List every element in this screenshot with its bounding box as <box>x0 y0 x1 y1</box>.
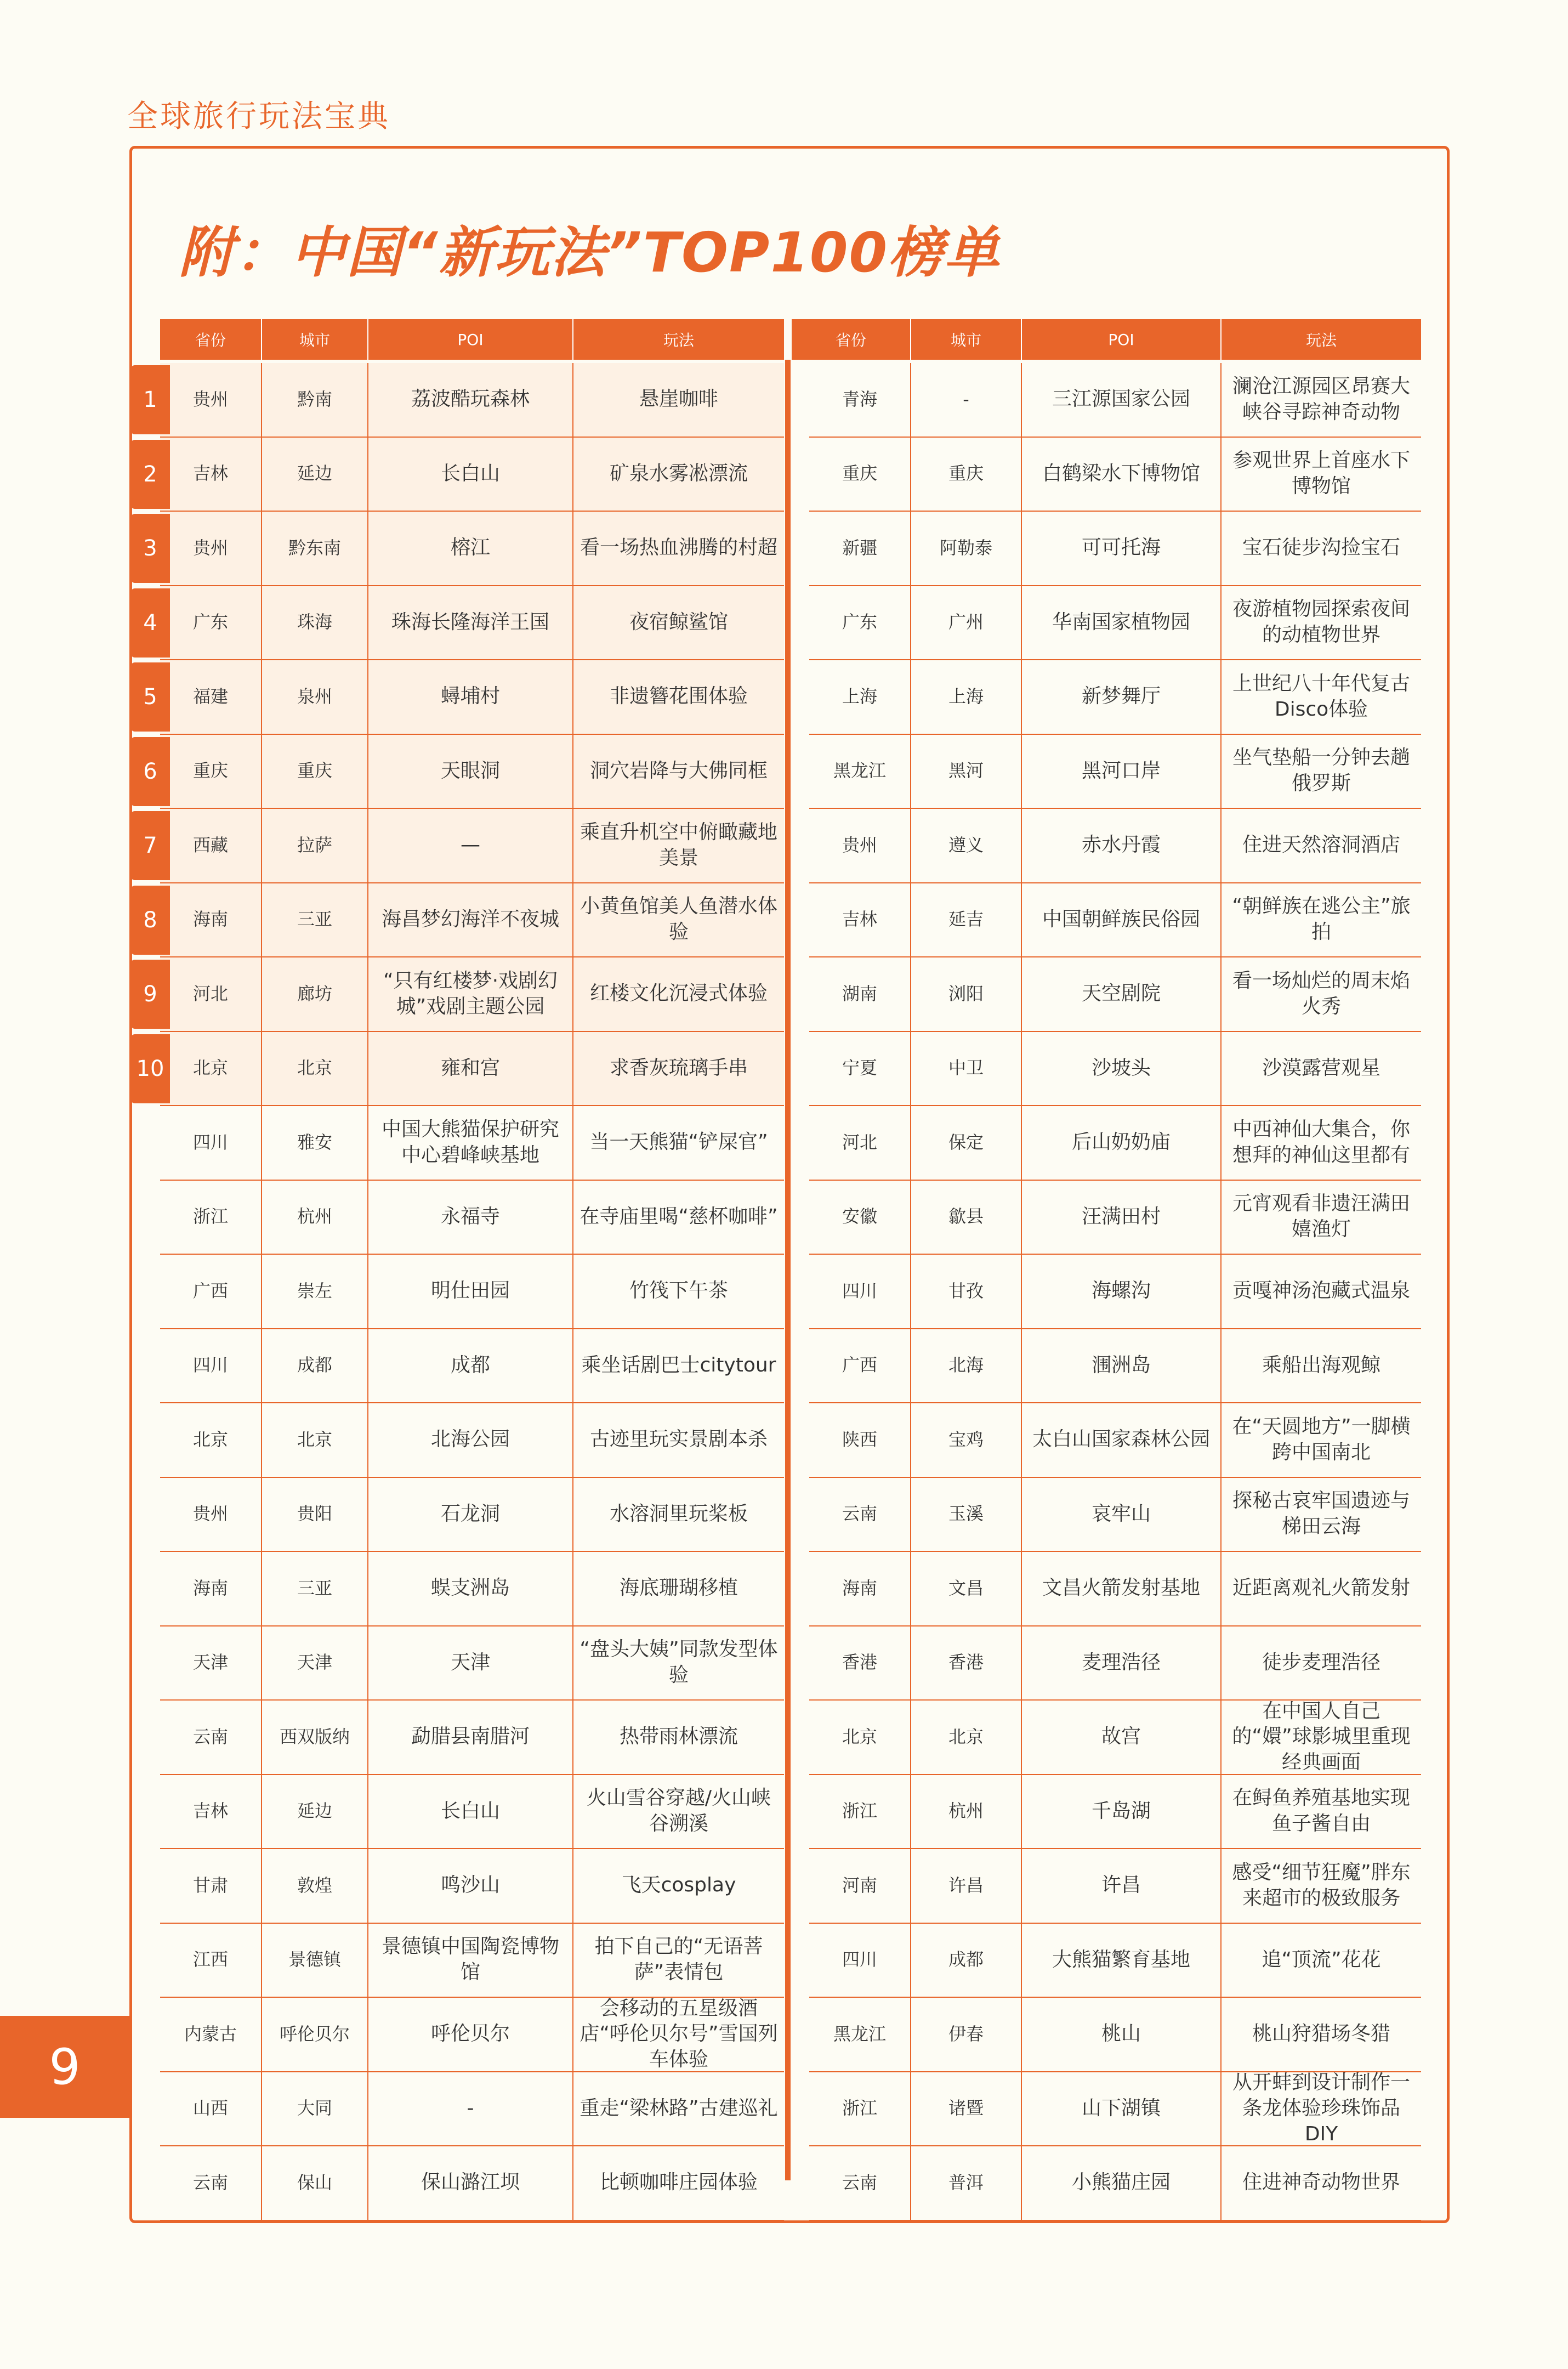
province-cell: 云南 <box>809 1478 911 1551</box>
header-province: 省份 <box>792 319 911 360</box>
play-cell: 比顿咖啡庄园体验 <box>599 2171 758 2194</box>
table-row <box>809 1106 1421 1181</box>
play-cell: 乘坐话剧巴士citytour <box>581 1353 776 1376</box>
province-cell: 广西 <box>809 1329 911 1403</box>
city-cell: 保定 <box>911 1106 1022 1180</box>
header-city: 城市 <box>911 319 1022 360</box>
table-row <box>809 660 1421 735</box>
city-cell: 杭州 <box>262 1181 368 1254</box>
poi-cell: 千岛湖 <box>1022 1775 1222 1849</box>
city-cell: 阿勒泰 <box>911 512 1022 585</box>
poi-cell: 呼伦贝尔 <box>368 1998 573 2071</box>
play-cell: 坐气垫船一分钟去趟俄罗斯 <box>1232 746 1410 795</box>
poi-cell: 蜈支洲岛 <box>368 1552 573 1625</box>
poi-cell: 榕江 <box>368 512 573 585</box>
city-cell: 雅安 <box>262 1106 368 1180</box>
table-row <box>160 1478 784 1552</box>
table-row <box>809 1849 1421 1924</box>
play-cell: 热带雨林漂流 <box>619 1725 738 1748</box>
table-row <box>809 2146 1421 2221</box>
table-row <box>809 1775 1421 1850</box>
table-row <box>809 438 1421 512</box>
play-cell: 矿泉水雾凇漂流 <box>609 462 748 485</box>
province-cell: 安徽 <box>809 1181 911 1254</box>
header-poi: POI <box>368 319 573 360</box>
rank-badge: 2 <box>130 440 170 509</box>
province-cell: 四川 <box>809 1924 911 1997</box>
rank-badge: 3 <box>130 514 170 583</box>
city-cell: 北京 <box>911 1701 1022 1774</box>
play-cell: 竹筏下午茶 <box>629 1279 728 1302</box>
city-cell: 北海 <box>911 1329 1022 1403</box>
poi-cell: 太白山国家森林公园 <box>1022 1403 1222 1477</box>
poi-cell: 鸣沙山 <box>368 1849 573 1923</box>
province-cell: 四川 <box>160 1106 262 1180</box>
province-cell: 贵州 <box>160 363 262 437</box>
table-row <box>160 809 784 883</box>
play-cell: 求香灰琉璃手串 <box>609 1056 748 1079</box>
table-row <box>809 957 1421 1032</box>
poi-cell: 海昌梦幻海洋不夜城 <box>368 883 573 957</box>
table-row <box>809 1701 1421 1775</box>
play-cell: 宝石徒步沟捡宝石 <box>1242 536 1400 559</box>
province-cell: 香港 <box>809 1626 911 1700</box>
province-cell: 福建 <box>160 660 262 734</box>
poi-cell: 中国大熊猫保护研究中心碧峰峡基地 <box>368 1106 573 1180</box>
poi-cell: 蟳埔村 <box>368 660 573 734</box>
poi-cell: 雍和宫 <box>368 1032 573 1106</box>
left-table-header <box>160 319 784 360</box>
play-cell: 火山雪谷穿越/火山峡谷溯溪 <box>586 1787 771 1835</box>
city-cell: 北京 <box>262 1403 368 1477</box>
play-cell: 住进神奇动物世界 <box>1242 2171 1400 2194</box>
poi-cell: 故宫 <box>1022 1701 1222 1774</box>
city-cell: 中卫 <box>911 1032 1022 1106</box>
page-number: 9 <box>0 2016 129 2118</box>
city-cell: 呼伦贝尔 <box>262 1998 368 2071</box>
poi-cell: 珠海长隆海洋王国 <box>368 586 573 660</box>
poi-cell: 海螺沟 <box>1022 1255 1222 1328</box>
play-cell: 从开蚌到设计制作一条龙体验珍珠饰品DIY <box>1232 2071 1410 2145</box>
header-title: 全球旅行玩法宝典 <box>127 99 390 134</box>
play-cell: 古迹里玩实景剧本杀 <box>589 1428 768 1451</box>
city-cell: 延边 <box>262 438 368 511</box>
poi-cell: 大熊猫繁育基地 <box>1022 1924 1222 1997</box>
poi-cell: 黑河口岸 <box>1022 735 1222 808</box>
poi-cell: 小熊猫庄园 <box>1022 2146 1222 2220</box>
province-cell: 北京 <box>809 1701 911 1774</box>
poi-cell: — <box>368 809 573 882</box>
poi-cell: 天空剧院 <box>1022 957 1222 1031</box>
table-divider <box>785 360 791 2180</box>
city-cell: 重庆 <box>911 438 1022 511</box>
play-cell: 元宵观看非遗汪满田嬉渔灯 <box>1232 1192 1410 1241</box>
play-cell: 当一天熊猫“铲屎官” <box>589 1131 768 1154</box>
rank-badge: 6 <box>130 737 170 806</box>
city-cell: 上海 <box>911 660 1022 734</box>
table-row <box>809 1181 1421 1255</box>
poi-cell: 明仕田园 <box>368 1255 573 1328</box>
table-row <box>160 735 784 809</box>
city-cell: 贵阳 <box>262 1478 368 1551</box>
play-cell: 探秘古哀牢国遗迹与梯田云海 <box>1232 1489 1410 1538</box>
table-row <box>809 735 1421 809</box>
table-row <box>160 438 784 512</box>
poi-cell: 永福寺 <box>368 1181 573 1254</box>
city-cell: 普洱 <box>911 2146 1022 2220</box>
province-cell: 甘肃 <box>160 1849 262 1923</box>
play-cell: 近距离观礼火箭发射 <box>1232 1577 1410 1600</box>
play-cell: 在鲟鱼养殖基地实现鱼子酱自由 <box>1232 1787 1410 1835</box>
city-cell: 成都 <box>262 1329 368 1403</box>
table-row <box>809 1255 1421 1329</box>
rank-badge: 1 <box>130 365 170 434</box>
play-cell: 中西神仙大集合，你想拜的神仙这里都有 <box>1232 1118 1410 1166</box>
play-cell: 会移动的五星级酒店“呼伦贝尔号”雪国列车体验 <box>580 1997 778 2071</box>
province-cell: 河北 <box>160 957 262 1031</box>
table-row <box>160 1775 784 1850</box>
province-cell: 北京 <box>160 1032 262 1106</box>
province-cell: 浙江 <box>160 1181 262 1254</box>
header-play: 玩法 <box>663 331 694 349</box>
play-cell: 水溶洞里玩桨板 <box>609 1502 748 1525</box>
province-cell: 宁夏 <box>809 1032 911 1106</box>
province-cell: 贵州 <box>809 809 911 882</box>
province-cell: 广西 <box>160 1255 262 1328</box>
play-cell: 红楼文化沉浸式体验 <box>589 982 768 1005</box>
city-cell: 甘孜 <box>911 1255 1022 1328</box>
table-row <box>160 1552 784 1626</box>
poi-cell: 新梦舞厅 <box>1022 660 1222 734</box>
city-cell: 许昌 <box>911 1849 1022 1923</box>
poi-cell: 白鹤梁水下博物馆 <box>1022 438 1222 511</box>
province-cell: 江西 <box>160 1924 262 1997</box>
table-row <box>809 512 1421 586</box>
table-row <box>160 512 784 586</box>
province-cell: 海南 <box>160 883 262 957</box>
play-cell: 悬崖咖啡 <box>639 388 718 411</box>
city-cell: 三亚 <box>262 883 368 957</box>
table-row <box>809 586 1421 661</box>
city-cell: - <box>911 363 1022 437</box>
city-cell: 泉州 <box>262 660 368 734</box>
city-cell: 玉溪 <box>911 1478 1022 1551</box>
city-cell: 黔南 <box>262 363 368 437</box>
province-cell: 贵州 <box>160 512 262 585</box>
city-cell: 杭州 <box>911 1775 1022 1849</box>
city-cell: 景德镇 <box>262 1924 368 1997</box>
table-row <box>809 883 1421 958</box>
play-cell: 贡嘎神汤泡藏式温泉 <box>1232 1279 1410 1302</box>
table-row <box>160 957 784 1032</box>
table-row <box>160 1032 784 1107</box>
rank-badge: 4 <box>130 588 170 658</box>
city-cell: 三亚 <box>262 1552 368 1625</box>
play-cell: 上世纪八十年代复古Disco体验 <box>1232 672 1410 721</box>
city-cell: 浏阳 <box>911 957 1022 1031</box>
rank-badge: 9 <box>130 960 170 1029</box>
province-cell: 浙江 <box>809 1775 911 1849</box>
poi-cell: 可可托海 <box>1022 512 1222 585</box>
poi-cell: 赤水丹霞 <box>1022 809 1222 882</box>
play-cell: 重走“梁林路”古建巡礼 <box>580 2096 778 2119</box>
table-row <box>160 1181 784 1255</box>
province-cell: 云南 <box>160 2146 262 2220</box>
province-cell: 四川 <box>160 1329 262 1403</box>
poi-cell: 华南国家植物园 <box>1022 586 1222 660</box>
city-cell: 西双版纳 <box>262 1701 368 1774</box>
poi-cell: 勐腊县南腊河 <box>368 1701 573 1774</box>
table-row <box>160 1626 784 1701</box>
province-cell: 重庆 <box>160 735 262 808</box>
poi-cell: 景德镇中国陶瓷博物馆 <box>368 1924 573 1997</box>
province-cell: 黑龙江 <box>809 1998 911 2071</box>
play-cell: 飞天cosplay <box>621 1874 736 1897</box>
poi-cell: 许昌 <box>1022 1849 1222 1923</box>
table-row <box>809 1626 1421 1701</box>
table-row <box>809 1329 1421 1404</box>
play-cell: 桃山狩猎场冬猎 <box>1252 2022 1390 2045</box>
province-cell: 上海 <box>809 660 911 734</box>
province-cell: 海南 <box>160 1552 262 1625</box>
play-cell: 乘直升机空中俯瞰藏地美景 <box>580 820 777 869</box>
play-cell: 感受“细节狂魔”胖东来超市的极致服务 <box>1232 1861 1411 1909</box>
city-cell: 伊春 <box>911 1998 1022 2071</box>
table-row <box>160 1106 784 1181</box>
table-row <box>160 1255 784 1329</box>
poi-cell: 哀牢山 <box>1022 1478 1222 1551</box>
table-row <box>160 1403 784 1478</box>
play-cell: 在中国人自己的“嬛”球影城里重现经典画面 <box>1232 1699 1411 1774</box>
table-row <box>809 1998 1421 2072</box>
play-cell: “朝鲜族在逃公主”旅拍 <box>1232 895 1411 944</box>
poi-cell: 麦理浩径 <box>1022 1626 1222 1700</box>
page-title: 附：中国“新玩法”TOP100榜单 <box>179 220 1001 285</box>
province-cell: 北京 <box>160 1403 262 1477</box>
play-cell: 海底珊瑚移植 <box>619 1577 738 1600</box>
province-cell: 吉林 <box>160 1775 262 1849</box>
province-cell: 新疆 <box>809 512 911 585</box>
poi-cell: 涠洲岛 <box>1022 1329 1222 1403</box>
province-cell: 河南 <box>809 1849 911 1923</box>
poi-cell: 保山潞江坝 <box>368 2146 573 2220</box>
province-cell: 内蒙古 <box>160 1998 262 2071</box>
rank-badge: 8 <box>130 886 170 955</box>
province-cell: 重庆 <box>809 438 911 511</box>
province-cell: 河北 <box>809 1106 911 1180</box>
rank-badge: 5 <box>130 662 170 732</box>
play-cell: 看一场灿烂的周末焰火秀 <box>1232 969 1410 1018</box>
city-cell: 廊坊 <box>262 957 368 1031</box>
province-cell: 陕西 <box>809 1403 911 1477</box>
poi-cell: 北海公园 <box>368 1403 573 1477</box>
city-cell: 文昌 <box>911 1552 1022 1625</box>
province-cell: 吉林 <box>160 438 262 511</box>
city-cell: 黑河 <box>911 735 1022 808</box>
province-cell: 天津 <box>160 1626 262 1700</box>
city-cell: 成都 <box>911 1924 1022 1997</box>
city-cell: 敦煌 <box>262 1849 368 1923</box>
province-cell: 云南 <box>160 1701 262 1774</box>
province-cell: 吉林 <box>809 883 911 957</box>
play-cell: 徒步麦理浩径 <box>1262 1651 1380 1674</box>
province-cell: 广东 <box>160 586 262 660</box>
city-cell: 保山 <box>262 2146 368 2220</box>
header-city: 城市 <box>262 319 368 360</box>
city-cell: 拉萨 <box>262 809 368 882</box>
city-cell: 大同 <box>262 2072 368 2146</box>
province-cell: 贵州 <box>160 1478 262 1551</box>
play-cell: 夜宿鲸鲨馆 <box>629 610 728 633</box>
province-cell: 广东 <box>809 586 911 660</box>
play-cell: 洞穴岩降与大佛同框 <box>589 759 768 782</box>
city-cell: 崇左 <box>262 1255 368 1328</box>
rank-badge: 7 <box>130 811 170 880</box>
play-cell: 澜沧江源园区昂赛大峡谷寻踪神奇动物 <box>1232 375 1410 423</box>
poi-cell: 石龙洞 <box>368 1478 573 1551</box>
poi-cell: 长白山 <box>368 1775 573 1849</box>
play-cell: 追“顶流”花花 <box>1262 1948 1381 1971</box>
city-cell: 歙县 <box>911 1181 1022 1254</box>
table-row <box>809 1924 1421 1998</box>
city-cell: 重庆 <box>262 735 368 808</box>
play-cell: 在“天圆地方”一脚横跨中国南北 <box>1232 1415 1411 1464</box>
city-cell: 广州 <box>911 586 1022 660</box>
poi-cell: 天眼洞 <box>368 735 573 808</box>
table-row <box>160 2146 784 2221</box>
table-row <box>160 1924 784 1998</box>
poi-cell: - <box>368 2072 573 2146</box>
province-cell: 山西 <box>160 2072 262 2146</box>
city-cell: 遵义 <box>911 809 1022 882</box>
city-cell: 诸暨 <box>911 2072 1022 2146</box>
poi-cell: 沙坡头 <box>1022 1032 1222 1106</box>
table-row <box>160 586 784 661</box>
province-cell: 四川 <box>809 1255 911 1328</box>
play-cell: 非遗簪花围体验 <box>609 685 748 708</box>
table-row <box>809 1478 1421 1552</box>
city-cell: 北京 <box>262 1032 368 1106</box>
city-cell: 天津 <box>262 1626 368 1700</box>
province-cell: 青海 <box>809 363 911 437</box>
poi-cell: 中国朝鲜族民俗园 <box>1022 883 1222 957</box>
table-row <box>160 660 784 735</box>
table-row <box>160 1998 784 2072</box>
city-cell: 香港 <box>911 1626 1022 1700</box>
table-row <box>160 1701 784 1775</box>
play-cell: 拍下自己的“无语菩萨”表情包 <box>594 1935 763 1984</box>
poi-cell: “只有红楼梦·戏剧幻城”戏剧主题公园 <box>368 957 573 1031</box>
right-table-header <box>792 319 1421 360</box>
table-row <box>160 1329 784 1404</box>
header-poi: POI <box>1022 319 1222 360</box>
province-cell: 云南 <box>809 2146 911 2220</box>
table-row <box>809 1552 1421 1626</box>
table-row <box>809 1032 1421 1107</box>
poi-cell: 桃山 <box>1022 1998 1222 2071</box>
province-cell: 海南 <box>809 1552 911 1625</box>
table-row <box>160 883 784 958</box>
poi-cell: 天津 <box>368 1626 573 1700</box>
city-cell: 黔东南 <box>262 512 368 585</box>
play-cell: 夜游植物园探索夜间的动植物世界 <box>1232 598 1410 647</box>
play-cell: 住进天然溶洞酒店 <box>1242 834 1400 857</box>
play-cell: 参观世界上首座水下博物馆 <box>1232 449 1410 498</box>
play-cell: 看一场热血沸腾的村超 <box>580 536 777 559</box>
city-cell: 珠海 <box>262 586 368 660</box>
city-cell: 延吉 <box>911 883 1022 957</box>
rank-badge: 10 <box>130 1034 170 1103</box>
table-row <box>160 1849 784 1924</box>
table-row <box>809 809 1421 883</box>
province-cell: 黑龙江 <box>809 735 911 808</box>
poi-cell: 长白山 <box>368 438 573 511</box>
play-cell: 小黄鱼馆美人鱼潜水体验 <box>580 895 777 944</box>
province-cell: 湖南 <box>809 957 911 1031</box>
province-cell: 西藏 <box>160 809 262 882</box>
table-row <box>809 1403 1421 1478</box>
play-cell: 沙漠露营观星 <box>1262 1056 1380 1079</box>
header-province: 省份 <box>160 319 262 360</box>
poi-cell: 三江源国家公园 <box>1022 363 1222 437</box>
play-cell: 乘船出海观鲸 <box>1262 1353 1380 1376</box>
table-row <box>809 363 1421 438</box>
poi-cell: 文昌火箭发射基地 <box>1022 1552 1222 1625</box>
province-cell: 浙江 <box>809 2072 911 2146</box>
play-cell: “盘头大姨”同款发型体验 <box>580 1638 778 1687</box>
play-cell: 在寺庙里喝“慈杯咖啡” <box>580 1205 778 1228</box>
poi-cell: 成都 <box>368 1329 573 1403</box>
header-play: 玩法 <box>1305 331 1337 349</box>
city-cell: 延边 <box>262 1775 368 1849</box>
poi-cell: 汪满田村 <box>1022 1181 1222 1254</box>
table-row <box>160 2072 784 2147</box>
poi-cell: 山下湖镇 <box>1022 2072 1222 2146</box>
table-row <box>160 363 784 438</box>
poi-cell: 后山奶奶庙 <box>1022 1106 1222 1180</box>
poi-cell: 荔波酷玩森林 <box>368 363 573 437</box>
city-cell: 宝鸡 <box>911 1403 1022 1477</box>
table-row <box>809 2072 1421 2147</box>
